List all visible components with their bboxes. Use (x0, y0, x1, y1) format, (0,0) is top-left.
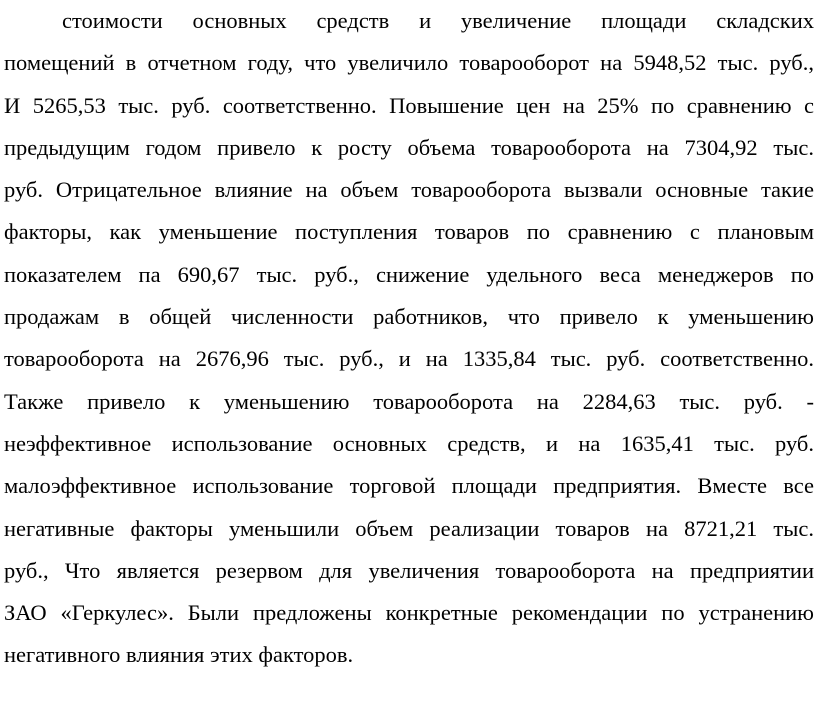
text-line-15: ЗАО «Геркулес». Были предложены конкретные рекомендации по устранению (4, 600, 814, 626)
text-line-11: неэффективное использование основных средств, и на 1635,41 тыс. руб. (4, 430, 814, 456)
text-line-6: факторы, как уменьшение поступления товаров по сравнению с плановым (4, 219, 814, 245)
text-line-3: И 5265,53 тыс. руб. соответственно. Повышение цен на 25% по сравнению с (4, 92, 814, 118)
text-line-5: руб. Отрицательное влияние на объем товарооборота вызвали основные такие (4, 177, 814, 203)
text-line-9: товарооборота на 2676,96 тыс. руб., и на 1335,84 тыс. руб. соответственно. (4, 346, 814, 372)
text-line-10: Также привело к уменьшению товарооборота на 2284,63 тыс. руб. - (4, 388, 814, 414)
text-line-7: показателем па 690,67 тыс. руб., снижение удельного веса менеджеров по (4, 261, 814, 287)
text-line-14: руб., Что является резервом для увеличения товарооборота на предприятии (4, 557, 814, 583)
body-paragraph (4, 0, 814, 677)
text-line-12: малоэффективное использование торговой площади предприятия. Вместе все (4, 473, 814, 499)
text-line-16: негативного влияния этих факторов. (4, 642, 354, 668)
text-line-13: негативные факторы уменьшили объем реализации товаров на 8721,21 тыс. (4, 515, 814, 541)
text-line-4: предыдущим годом привело к росту объема товарооборота на 7304,92 тыс. (4, 134, 814, 160)
text-line-8: продажам в общей численности работников, что привело к уменьшению (4, 304, 814, 330)
text-line-1: стоимости основных средств и увеличение площади складских (62, 8, 814, 33)
text-line-2: помещений в отчетном году, что увеличило товарооборот на 5948,52 тыс. руб., (4, 50, 814, 76)
